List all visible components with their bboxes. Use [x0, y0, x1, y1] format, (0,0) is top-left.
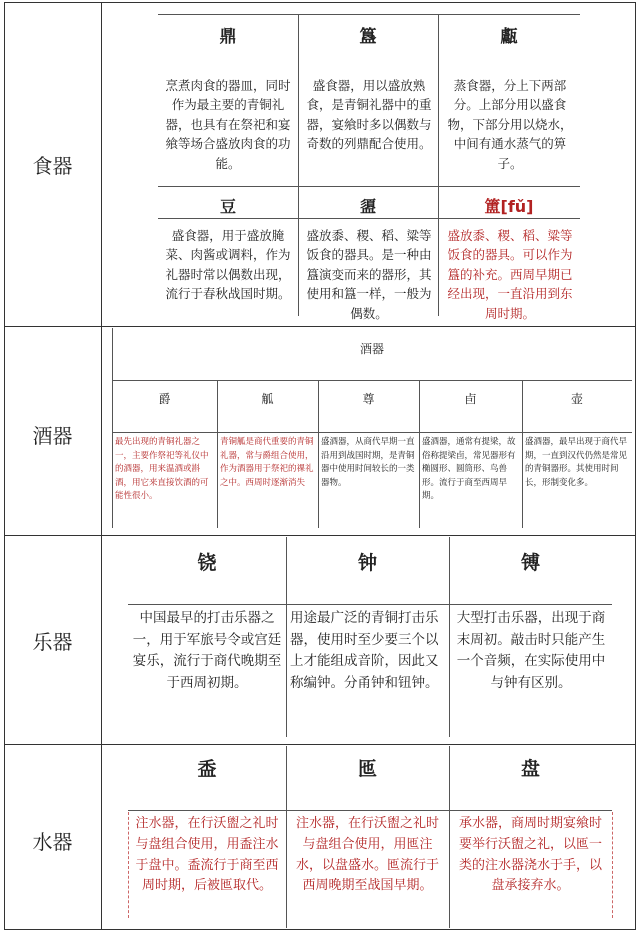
item-description: 蒸食器，分上下两部分。上部分用以盛食物，下部分用以烧水，中间有通水蒸气的箅子。	[447, 78, 573, 171]
table-line	[128, 810, 612, 811]
item-title: 卣	[464, 392, 477, 406]
item-title: 豆	[219, 197, 236, 216]
item-description: 盛酒器，从商代早期一直沿用到战国时期，是青铜器中使用时间较长的一类器物。	[321, 437, 415, 488]
category-water: 水器	[32, 830, 73, 854]
item-title: 簠[fǔ]	[484, 197, 534, 216]
item-title: 壶	[570, 392, 583, 406]
item-title: 匜	[357, 758, 377, 780]
item-title: 镈	[520, 552, 540, 574]
item-title: 钟	[357, 552, 377, 574]
item-description: 中国最早的打击乐器之一，用于军旅号令或宫廷宴乐，流行于商代晚期至于西周初期。	[132, 610, 282, 691]
item-title: 盘	[520, 758, 540, 780]
category-divider	[101, 2, 102, 930]
category-music: 乐器	[32, 630, 73, 654]
row-divider	[4, 744, 636, 745]
table-line	[112, 432, 632, 433]
row-divider	[4, 535, 636, 536]
item-description: 盛酒器，通常有提梁，故俗称提梁卣，常见器形有椭圆形、圆筒形、鸟兽形。流行于商至西周早期。	[422, 437, 516, 502]
category-wine: 酒器	[32, 424, 73, 448]
item-title: 觚	[261, 392, 274, 406]
table-line	[128, 604, 612, 605]
item-description: 盛食器，用于盛放腌菜、肉酱或调料，作为礼器时常以偶数出现，流行于春秋战国时期。	[165, 228, 291, 302]
item-description: 烹煮肉食的器皿，同时作为最主要的青铜礼器，也具有在祭祀和宴飨等场合盛放肉食的功能。	[165, 78, 291, 171]
table-line	[112, 380, 632, 381]
item-title: 盉	[197, 758, 217, 780]
item-description: 承水器，商周时期宴飨时要举行沃盥之礼，以匜一类的注水器浇水于手，以盘承接弃水。	[458, 816, 602, 894]
item-title: 铙	[197, 552, 217, 574]
table-line	[112, 328, 113, 528]
table-line	[438, 14, 439, 316]
item-description: 青铜觚是商代重要的青铜礼器，常与爵组合使用，作为酒器用于祭祀的祼礼之中。西周时逐渐消失	[220, 437, 314, 488]
item-description: 注水器，在行沃盥之礼时与盘组合使用，用盉注水于盘中。盉流行于商至西周时期，后被匜取代。	[135, 816, 279, 894]
item-title: 盨	[359, 197, 376, 216]
item-title: 簋	[359, 27, 377, 47]
row-divider	[4, 326, 636, 327]
item-description: 盛放黍、稷、稻、粱等饭食的器具。是一种由簋演变而来的器形，其使用和簋一样，一般为偶数。	[306, 228, 432, 321]
table-line	[298, 14, 299, 316]
item-description: 盛食器，用以盛放熟食，是青铜礼器中的重器，宴飨时多以偶数与奇数的列鼎配合使用。	[306, 78, 432, 152]
item-title: 爵	[158, 392, 171, 406]
category-food: 食器	[32, 154, 73, 178]
item-description: 最先出现的青铜礼器之一，主要作祭祀等礼仪中的酒器，用来温酒或斟酒，用它来直接饮酒的可能性很小。	[115, 437, 209, 502]
table-line	[158, 218, 580, 219]
item-description: 大型打击乐器，出现于商末周初。敲击时只能产生一个音频，在实际使用中与钟有区别。	[456, 610, 606, 691]
item-description: 注水器，在行沃盥之礼时与盘组合使用，用匜注水，以盘盛水。匜流行于西周晚期至战国早期。	[295, 816, 439, 894]
item-description: 盛放黍、稷、稻、粱等饭食的器具。可以作为簋的补充。西周早期已经出现，一直沿用到东周时期。	[447, 228, 573, 321]
table-line	[158, 14, 580, 15]
item-title: 鼎	[219, 27, 237, 47]
table-line	[128, 812, 129, 918]
wine-header: 酒器	[359, 342, 384, 356]
item-description: 用途最广泛的青铜打击乐器，使用时至少要三个以上才能组成音阶，因此又称编钟。分甬钟和钮钟。	[290, 610, 439, 691]
item-title: 尊	[362, 392, 375, 406]
item-title: 甗	[500, 27, 518, 47]
table-line	[158, 186, 580, 187]
item-description: 盛酒器，最早出现于商代早期，一直到汉代仍然是常见的青铜器形。其使用时间长，形制变化多。	[525, 437, 628, 488]
table-line	[612, 812, 613, 918]
